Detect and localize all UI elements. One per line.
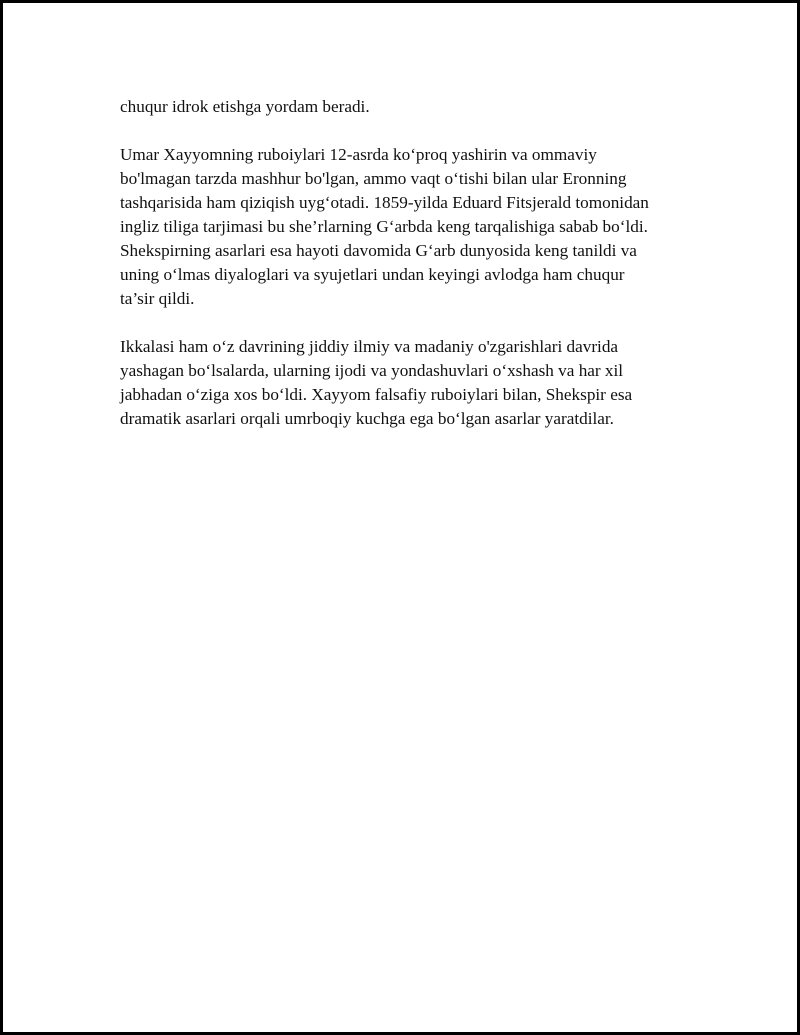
paragraph-continuation: chuqur idrok etishga yordam beradi. — [120, 97, 370, 116]
paragraph-xayyom-shekspir-fame: Umar Xayyomning ruboiylari 12-asrda ko‘proq yashirin va ommaviy bo'lmagan tarzda mashhur bo'lgan, ammo vaqt o‘tishi bilan ular Eronning tashqarisida ham qiziqish uyg‘otadi. 1859-yilda Eduard Fitsjerald tomonidan ingliz tiliga tarjimasi bu she’rlarning G‘arbda keng tarqalishiga sabab bo‘ldi. Shekspirning asarlari esa hayoti davomida G‘arb dunyosida keng tanildi va uning o‘lmas diyaloglari va syujetlari undan keyingi avlodga ham chuqur ta’sir qildi. — [120, 145, 649, 308]
page-body — [120, 95, 700, 455]
paragraph-comparison: Ikkalasi ham o‘z davrining jiddiy ilmiy va madaniy o'zgarishlari davrida yashagan bo‘lsalarda, ularning ijodi va yondashuvlari o‘xshash va har xil jabhadan o‘ziga xos bo‘ldi. Xayyom falsafiy ruboiylari bilan, Shekspir esa dramatik asarlari orqali umrboqiy kuchga ega bo‘lgan asarlar yaratdilar. — [120, 337, 633, 428]
